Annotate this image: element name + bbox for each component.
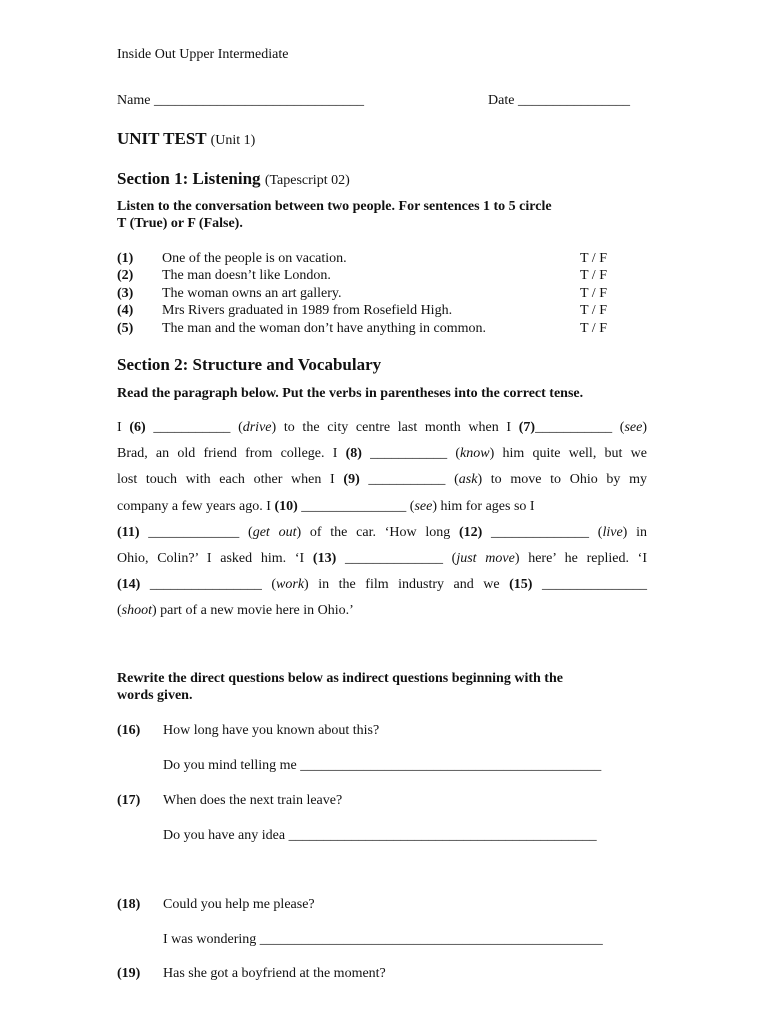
section1-subtitle: (Tapescript 02) (264, 173, 350, 188)
tf-choice[interactable]: T / F (580, 251, 607, 266)
gap-number: (12) (458, 524, 483, 540)
gap-number: (11) (117, 524, 140, 540)
gap-number: (10) (274, 498, 298, 514)
gap-fill-paragraph (117, 415, 647, 625)
section2-instruction: Read the paragraph below. Put the verbs in parentheses into the correct tense. (117, 386, 584, 401)
item-text: The man doesn’t like London. (162, 268, 331, 283)
answer-prompt[interactable]: Do you mind telling me ___________________________________________ (163, 758, 602, 773)
verb-hint: work (276, 577, 305, 593)
item-number: (2) (117, 268, 134, 283)
gap-blank[interactable]: _______________ (532, 577, 647, 593)
gap-blank[interactable]: ________________ ( (140, 577, 277, 593)
tf-choice[interactable]: T / F (580, 268, 607, 283)
answer-prompt[interactable]: Do you have any idea ____________________________________________ (163, 828, 597, 843)
paragraph-line: (11) _____________ (get out) of the car. ‘How long (12) ______________ (live) in (117, 524, 647, 540)
gap-blank[interactable]: ___________ ( (359, 472, 459, 488)
tf-choice[interactable]: T / F (580, 321, 607, 336)
question-text: Could you help me please? (163, 897, 315, 912)
unit-title-text: UNIT TEST (117, 129, 207, 148)
gap-blank[interactable]: ______________ ( (482, 524, 603, 540)
date-field (488, 93, 630, 109)
gap-blank[interactable]: ______________ ( (336, 551, 457, 567)
rewrite-instruction-2: words given. (117, 688, 193, 703)
section1-title (117, 169, 350, 189)
gap-blank[interactable]: ___________ ( (361, 446, 461, 462)
section1-title-text: Section 1: Listening (117, 169, 261, 188)
item-text: Mrs Rivers graduated in 1989 from Rosefield High. (162, 303, 453, 318)
gap-blank[interactable]: ___________ ( (535, 420, 625, 435)
verb-hint: know (460, 446, 490, 462)
unit-subtitle: (Unit 1) (210, 133, 256, 148)
paragraph-line: company a few years ago. I (10) _______________ (see) him for ages so I (117, 498, 535, 514)
paragraph-line: (14) ________________ (work) in the film industry and we (15) _______________ (117, 577, 647, 593)
section1-instruction-1: Listen to the conversation between two people. For sentences 1 to 5 circle (117, 199, 552, 214)
verb-hint: get out (252, 524, 297, 540)
gap-number: (8) (345, 446, 362, 462)
question-number: (19) (117, 966, 141, 981)
verb-hint: just move (456, 551, 515, 567)
question-number: (18) (117, 897, 141, 912)
gap-number: (14) (117, 577, 141, 593)
verb-hint: see (624, 420, 643, 435)
question-text: When does the next train leave? (163, 793, 343, 808)
paragraph-line: Ohio, Colin?’ I asked him. ‘I (13) ______________ (just move) here’ he replied. ‘I (117, 551, 647, 567)
item-text: One of the people is on vacation. (162, 251, 347, 266)
section1-instruction-2: T (True) or F (False). (117, 216, 243, 231)
answer-prompt[interactable]: I was wondering _________________________________________________ (163, 932, 603, 947)
paragraph-line: (shoot) part of a new movie here in Ohio.’ (117, 603, 354, 619)
paragraph-line: I (6) ___________ (drive) to the city centre last month when I (7)___________ (see) (117, 420, 647, 435)
gap-number: (13) (312, 551, 337, 567)
verb-hint: ask (458, 472, 478, 488)
question-number: (16) (117, 723, 141, 738)
verb-hint: live (602, 524, 623, 540)
paragraph-line: lost touch with each other when I (9) ___________ (ask) to move to Ohio by my (117, 472, 647, 488)
item-text: The man and the woman don’t have anything in common. (162, 321, 487, 336)
tf-choice[interactable]: T / F (580, 286, 607, 301)
question-number: (17) (117, 793, 141, 808)
gap-blank[interactable]: _______________ ( (297, 498, 415, 514)
name-label: Name (117, 93, 151, 108)
item-number: (1) (117, 251, 134, 266)
gap-blank[interactable]: ___________ ( (145, 420, 243, 435)
rewrite-instruction-1: Rewrite the direct questions below as indirect questions beginning with the (117, 671, 563, 686)
question-text: Has she got a boyfriend at the moment? (163, 966, 386, 981)
name-blank: ______________________________ (153, 93, 364, 108)
item-text: The woman owns an art gallery. (162, 286, 342, 301)
gap-number: (6) (129, 420, 146, 435)
date-blank: ________________ (517, 93, 630, 108)
gap-number: (9) (343, 472, 360, 488)
doc-header: Inside Out Upper Intermediate (117, 47, 289, 62)
verb-hint: drive (242, 420, 272, 435)
date-label: Date (488, 93, 515, 108)
tf-choice[interactable]: T / F (580, 303, 607, 318)
item-number: (5) (117, 321, 134, 336)
item-number: (3) (117, 286, 134, 301)
gap-blank[interactable]: _____________ ( (139, 524, 253, 540)
item-number: (4) (117, 303, 134, 318)
gap-number: (7) (518, 420, 536, 435)
gap-number: (15) (509, 577, 533, 593)
name-field (117, 93, 364, 109)
verb-hint: see (414, 498, 433, 514)
section2-title: Section 2: Structure and Vocabulary (117, 355, 382, 374)
question-text: How long have you known about this? (163, 723, 380, 738)
unit-title (117, 129, 255, 149)
paragraph-line: Brad, an old friend from college. I (8) ___________ (know) him quite well, but we (117, 446, 647, 462)
verb-hint: shoot (121, 603, 153, 619)
